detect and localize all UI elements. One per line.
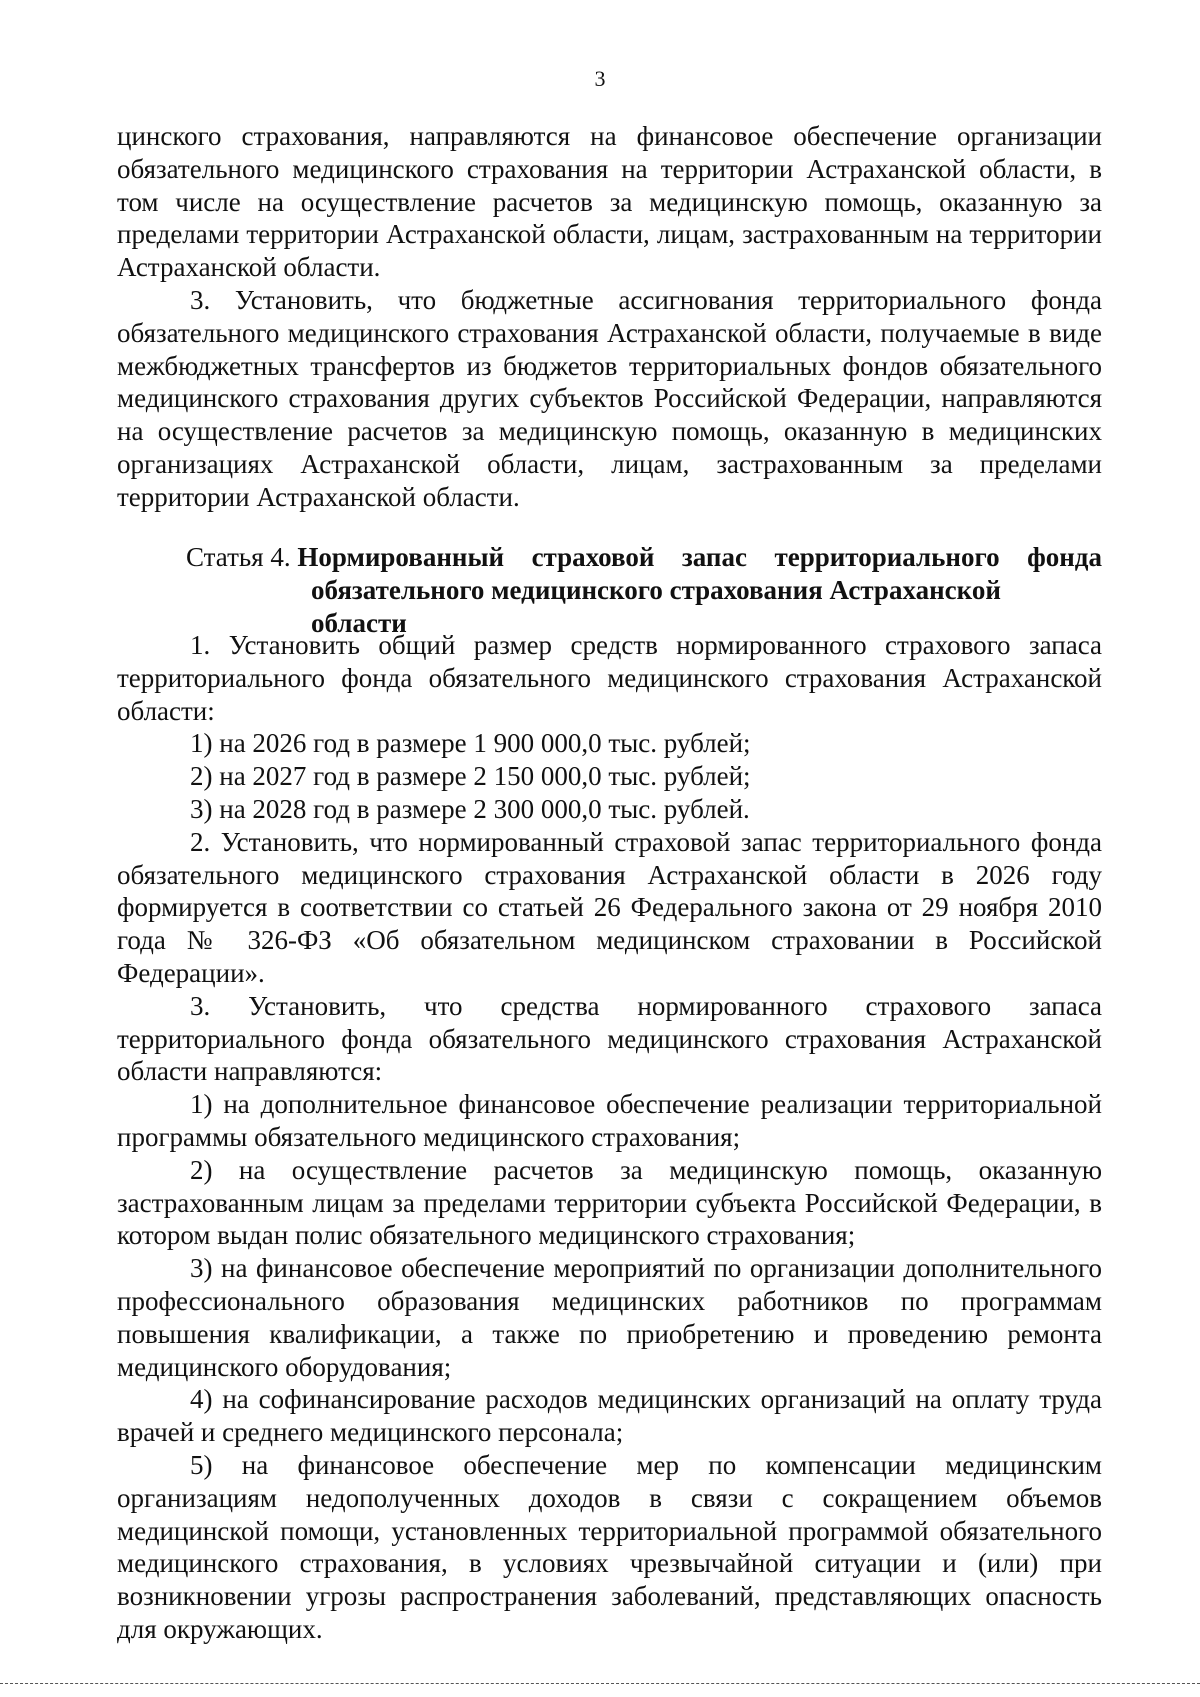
top-text-block xyxy=(117,120,1102,514)
paragraph-continuation: цинского страхования, направляются на финансовое обеспечение организации обязательного медицинского страхования на территории Астраханской области, в том числе на осуществление расчетов за медицинскую помощь, оказанную за пределами территории Астраханской области, лицам, застрахованным на территории Астраханской области. xyxy=(117,121,1102,283)
article-heading xyxy=(186,541,1102,639)
article-title-word: запас xyxy=(681,542,747,572)
list-item: 2) на 2027 год в размере 2 150 000,0 тыс. рублей; xyxy=(190,761,751,792)
article-title-word: страховой xyxy=(531,542,655,572)
article-heading-line2: обязательного медицинского страхования Астраханской области xyxy=(311,574,1001,638)
list-item: 4) на софинансирование расходов медицинских организаций на оплату труда врачей и среднего медицинского персонала; xyxy=(117,1384,1102,1448)
list-item: 2) на осуществление расчетов за медицинскую помощь, оказанную застрахованным лицам за пределами территории субъекта Российской Федерации, в котором выдан полис обязательного медицинского страхования; xyxy=(117,1154,1102,1251)
list-item: 1) на 2026 год в размере 1 900 000,0 тыс. рублей; xyxy=(190,728,751,759)
paragraph: 2. Установить, что нормированный страховой запас территориального фонда обязательного медицинского страхования Астраханской области в 2026 году формируется в соответствии со статьей 26 Федерального закона от 29 ноября 2010 года № 326-ФЗ «Об обязательном медицинском страховании в Российской Федерации». xyxy=(117,826,1102,988)
paragraph: 1. Установить общий размер средств нормированного страхового запаса территориального фонда обязательного медицинского страхования Астраханской области: xyxy=(117,630,1102,726)
list-item: 5) на финансовое обеспечение мер по компенсации медицинским организациям недополученных доходов в связи с сокращением объемов медицинской помощи, установленных территориальной программой обязательного медицинского страхования, в условиях чрезвычайной ситуации и (или) при возникновении угрозы распространения заболеваний, представляющих опасность для окружающих. xyxy=(117,1449,1102,1644)
article-heading-line1 xyxy=(186,541,1102,574)
paragraph-item-3: 3. Установить, что бюджетные ассигнования территориального фонда обязательного медицинского страхования Астраханской области, получаемые в виде межбюджетных трансфертов из бюджетов территориальных фондов обязательного медицинского страхования других субъектов Российской Федерации, направляются на осуществление расчетов за медицинскую помощь, оказанную в медицинских организациях Астраханской области, лицам, застрахованным за пределами территории Астраханской области. xyxy=(117,284,1102,512)
scan-bottom-divider xyxy=(0,1683,1200,1684)
page-number: 3 xyxy=(594,66,606,91)
article-title-word: Нормированный xyxy=(297,542,505,572)
article-title-word: территориального xyxy=(774,542,1000,572)
paragraph: 3. Установить, что средства нормированного страхового запаса территориального фонда обязательного медицинского страхования Астраханской области направляются: xyxy=(117,990,1102,1087)
bottom-text-block xyxy=(117,629,1102,1646)
list-item: 1) на дополнительное финансовое обеспечение реализации территориальной программы обязательного медицинского страхования; xyxy=(117,1089,1102,1152)
list-item: 3) на финансовое обеспечение мероприятий по организации дополнительного профессионального образования медицинских работников по программам повышения квалификации, а также по приобретению и проведению ремонта медицинского оборудования; xyxy=(117,1253,1102,1382)
list-item: 3) на 2028 год в размере 2 300 000,0 тыс. рублей. xyxy=(190,793,750,824)
article-heading-start xyxy=(186,541,504,574)
article-prefix: Статья 4. xyxy=(186,542,291,572)
article-title-word: фонда xyxy=(1027,542,1102,572)
